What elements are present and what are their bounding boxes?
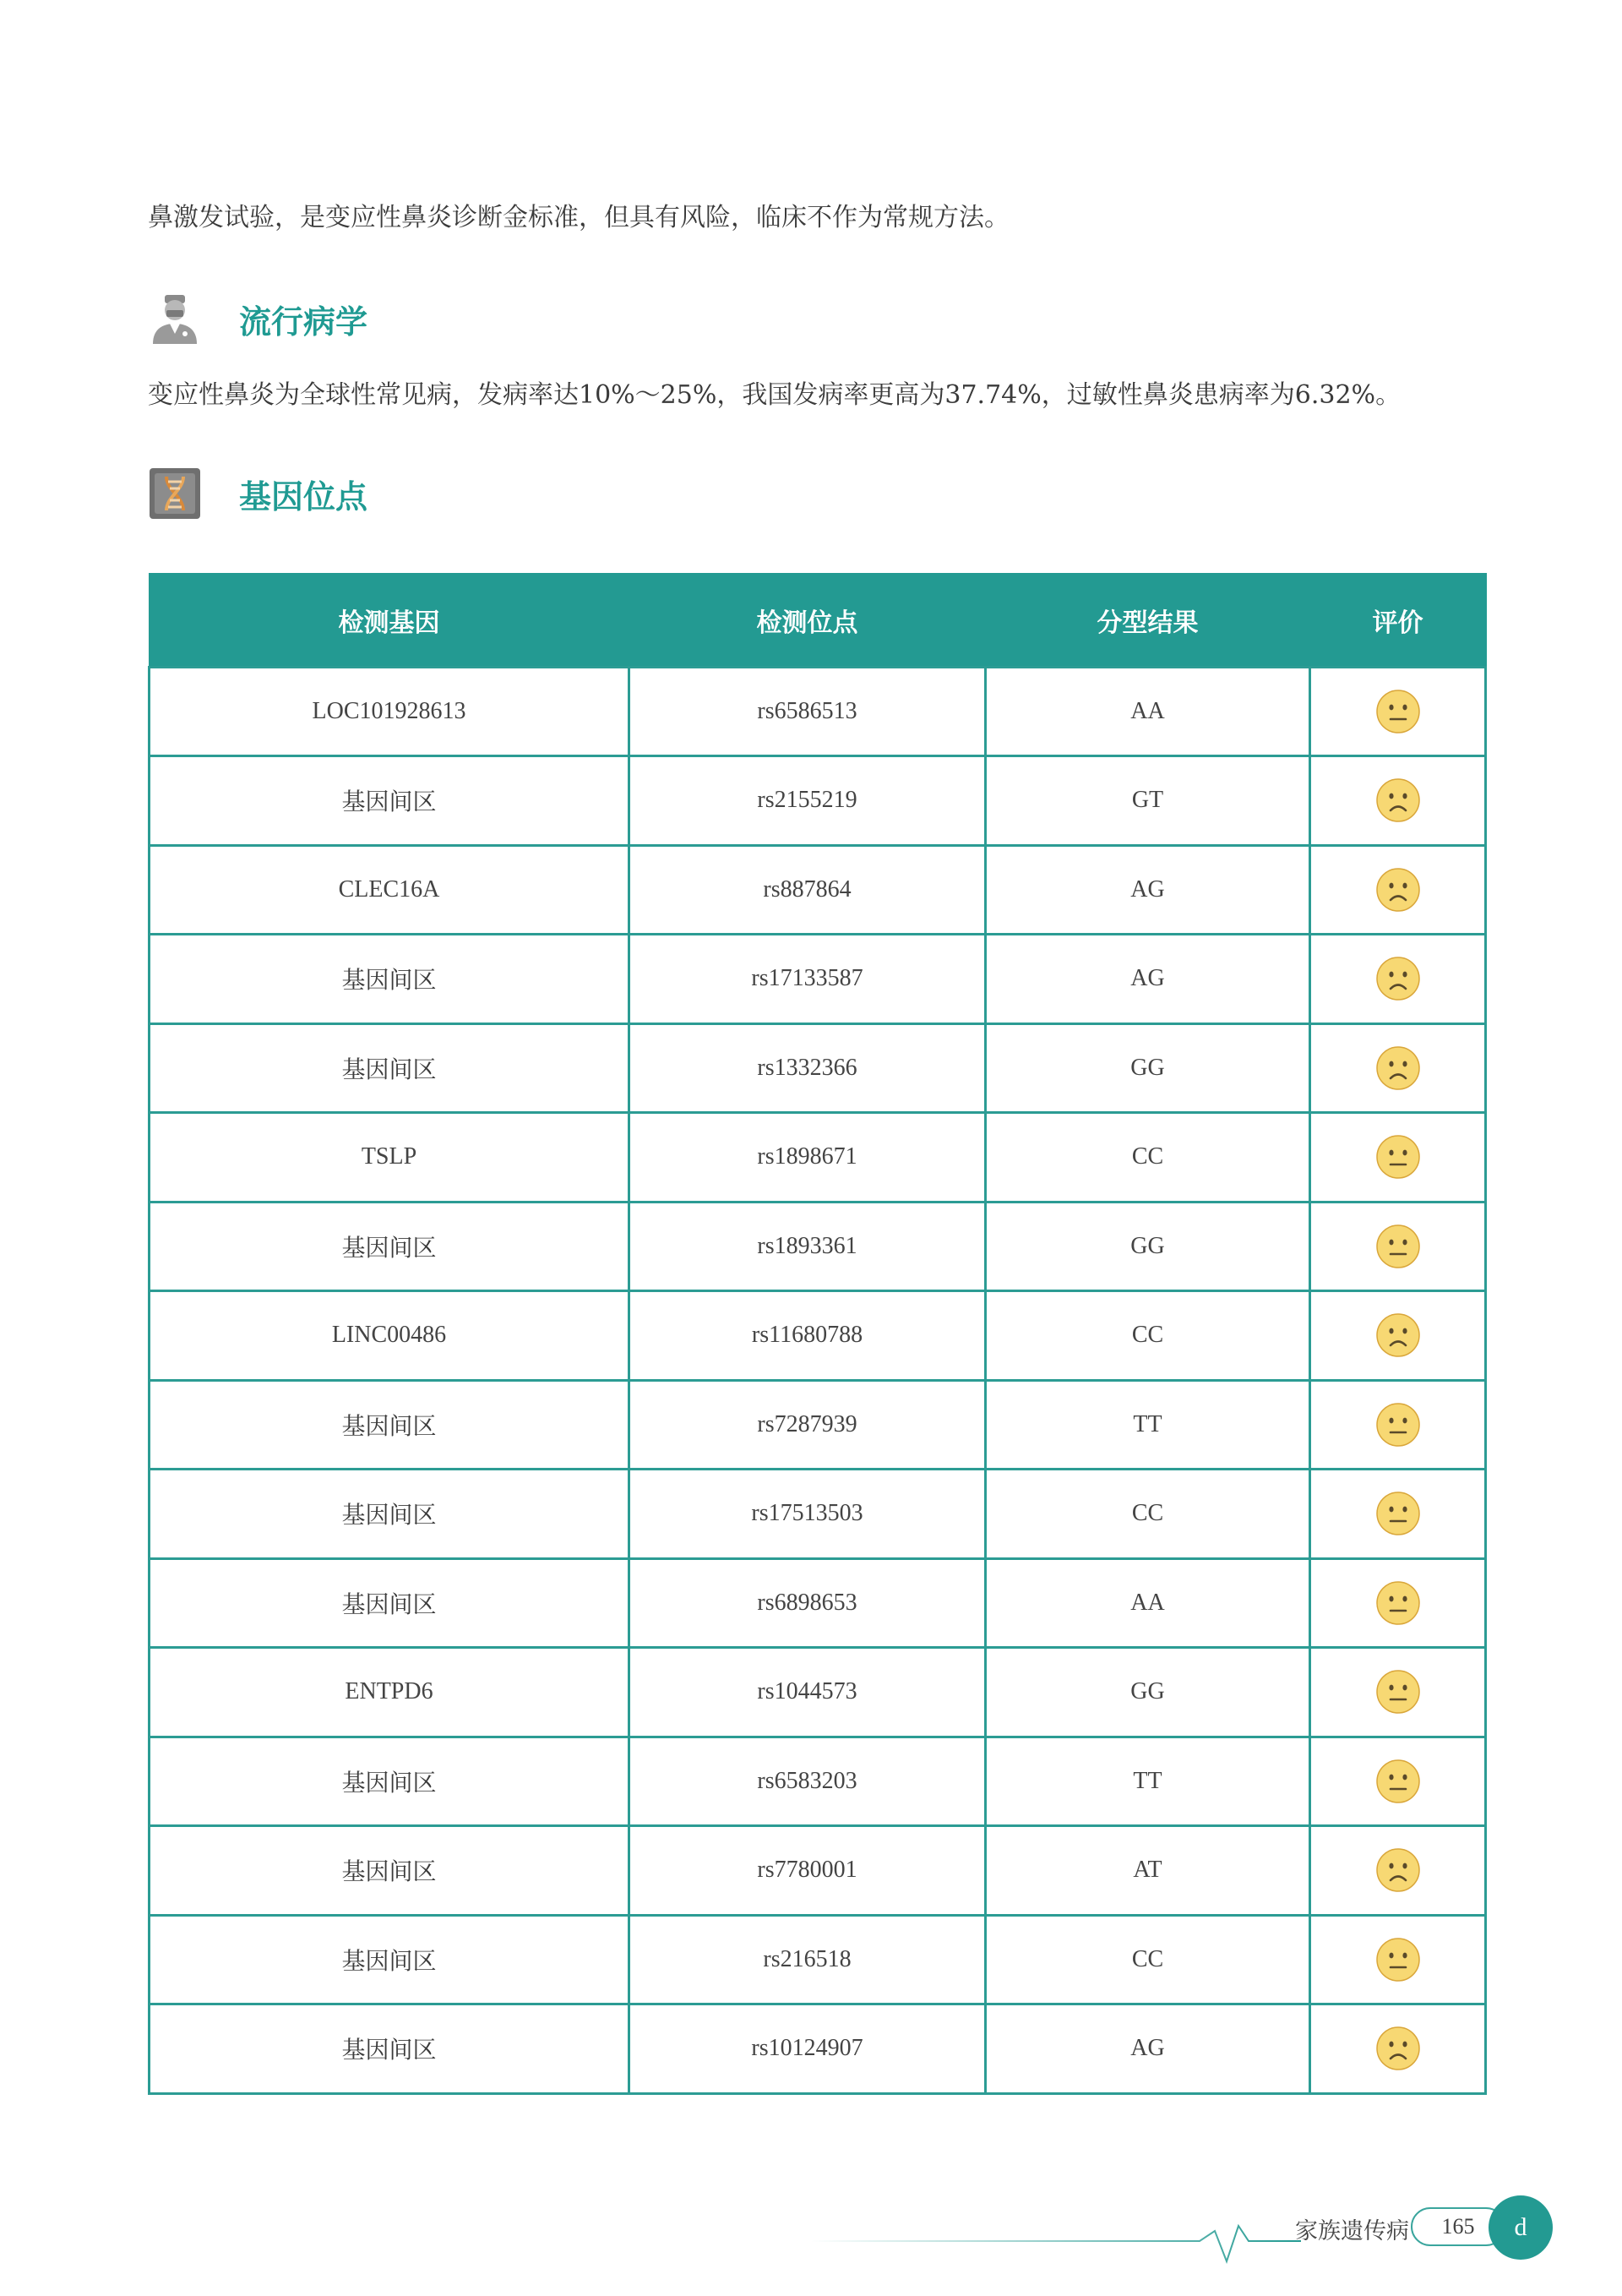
epidemiology-heading: [148, 292, 367, 346]
rating-cell: [1310, 1202, 1486, 1291]
genotype-cell: TT: [986, 1737, 1310, 1826]
genotype-cell: AG: [986, 935, 1310, 1024]
header-site: 检测位点: [629, 574, 986, 667]
epidemiology-title: 流行病学: [239, 303, 368, 341]
table-row: [150, 1648, 1486, 1737]
site-cell: rs17513503: [629, 1470, 986, 1559]
intro-paragraph: 鼻激发试验，是变应性鼻炎诊断金标准，但具有风险，临床不作为常规方法。: [148, 203, 1010, 232]
gene-cell: 基因间区: [150, 1558, 629, 1648]
table-row: [150, 1558, 1486, 1648]
header-rating: 评价: [1310, 574, 1486, 667]
page-letter-badge: d: [1489, 2195, 1553, 2260]
genotype-cell: GG: [986, 1202, 1310, 1291]
gene-cell: 基因间区: [150, 1470, 629, 1559]
site-cell: rs7287939: [629, 1380, 986, 1470]
gene-cell: 基因间区: [150, 1826, 629, 1916]
page-number: 165: [1411, 2207, 1505, 2246]
gene-cell: 基因间区: [150, 1380, 629, 1470]
rating-cell: [1310, 1915, 1486, 2004]
rating-cell: [1310, 756, 1486, 846]
site-cell: rs7780001: [629, 1826, 986, 1916]
table-row: [150, 756, 1486, 846]
sad-face-icon: [1374, 1846, 1422, 1894]
dna-icon: [148, 466, 202, 521]
neutral-face-icon: [1374, 1579, 1422, 1627]
gene-cell: 基因间区: [150, 1023, 629, 1113]
site-cell: rs10124907: [629, 2004, 986, 2094]
genotype-cell: AG: [986, 2004, 1310, 2094]
site-cell: rs2155219: [629, 756, 986, 846]
genotype-cell: GT: [986, 756, 1310, 846]
neutral-face-icon: [1374, 1936, 1422, 1983]
sad-face-icon: [1374, 2025, 1422, 2072]
genotype-cell: TT: [986, 1380, 1310, 1470]
table-row: [150, 845, 1486, 935]
header-genotype: 分型结果: [986, 574, 1310, 667]
rating-cell: [1310, 1023, 1486, 1113]
site-cell: rs6583203: [629, 1737, 986, 1826]
table-row: [150, 1113, 1486, 1203]
sad-face-icon: [1374, 866, 1422, 913]
gene-cell: 基因间区: [150, 1202, 629, 1291]
table-row: [150, 1202, 1486, 1291]
header-gene: 检测基因: [150, 574, 629, 667]
table-row: [150, 1023, 1486, 1113]
rating-cell: [1310, 845, 1486, 935]
table-header-row: [150, 574, 1486, 667]
site-cell: rs1044573: [629, 1648, 986, 1737]
gene-cell: 基因间区: [150, 935, 629, 1024]
neutral-face-icon: [1374, 688, 1422, 735]
neutral-face-icon: [1374, 1668, 1422, 1715]
gene-cell: CLEC16A: [150, 845, 629, 935]
genotype-cell: GG: [986, 1648, 1310, 1737]
gene-cell: LOC101928613: [150, 667, 629, 756]
rating-cell: [1310, 2004, 1486, 2094]
neutral-face-icon: [1374, 1401, 1422, 1448]
genotype-cell: CC: [986, 1915, 1310, 2004]
genotype-cell: CC: [986, 1470, 1310, 1559]
doctor-icon: [148, 292, 202, 346]
genotype-cell: GG: [986, 1023, 1310, 1113]
rating-cell: [1310, 1826, 1486, 1916]
gene-cell: ENTPD6: [150, 1648, 629, 1737]
genotype-cell: AT: [986, 1826, 1310, 1916]
table-row: [150, 1291, 1486, 1381]
table-row: [150, 2004, 1486, 2094]
sad-face-icon: [1374, 1312, 1422, 1359]
gene-locus-table: [148, 573, 1487, 2095]
site-cell: rs6586513: [629, 667, 986, 756]
gene-cell: LINC00486: [150, 1291, 629, 1381]
table-row: [150, 935, 1486, 1024]
gene-cell: 基因间区: [150, 2004, 629, 2094]
rating-cell: [1310, 1558, 1486, 1648]
site-cell: rs887864: [629, 845, 986, 935]
rating-cell: [1310, 1648, 1486, 1737]
sad-face-icon: [1374, 1044, 1422, 1092]
epidemiology-paragraph: 变应性鼻炎为全球性常见病，发病率达10%～25%，我国发病率更高为37.74%，过敏性鼻炎患病率为6.32%。: [148, 380, 1402, 410]
rating-cell: [1310, 1291, 1486, 1381]
site-cell: rs216518: [629, 1915, 986, 2004]
rating-cell: [1310, 1380, 1486, 1470]
gene-locus-title: 基因位点: [239, 477, 368, 515]
genotype-cell: CC: [986, 1291, 1310, 1381]
neutral-face-icon: [1374, 1758, 1422, 1805]
neutral-face-icon: [1374, 1490, 1422, 1537]
rating-cell: [1310, 1113, 1486, 1203]
rating-cell: [1310, 1470, 1486, 1559]
gene-locus-heading: [148, 466, 367, 521]
table-row: [150, 1915, 1486, 2004]
rating-cell: [1310, 667, 1486, 756]
rating-cell: [1310, 1737, 1486, 1826]
gene-cell: 基因间区: [150, 1915, 629, 2004]
gene-cell: 基因间区: [150, 756, 629, 846]
gene-cell: TSLP: [150, 1113, 629, 1203]
sad-face-icon: [1374, 955, 1422, 1002]
table-row: [150, 1470, 1486, 1559]
genotype-cell: AG: [986, 845, 1310, 935]
neutral-face-icon: [1374, 1223, 1422, 1270]
table-row: [150, 1826, 1486, 1916]
genotype-cell: CC: [986, 1113, 1310, 1203]
table-body: [150, 667, 1486, 2093]
footer-title: 家族遗传病: [1295, 2218, 1409, 2244]
site-cell: rs17133587: [629, 935, 986, 1024]
table-row: [150, 1380, 1486, 1470]
site-cell: rs1893361: [629, 1202, 986, 1291]
gene-cell: 基因间区: [150, 1737, 629, 1826]
sad-face-icon: [1374, 777, 1422, 824]
table-row: [150, 1737, 1486, 1826]
table-row: [150, 667, 1486, 756]
site-cell: rs1332366: [629, 1023, 986, 1113]
rating-cell: [1310, 935, 1486, 1024]
site-cell: rs6898653: [629, 1558, 986, 1648]
site-cell: rs11680788: [629, 1291, 986, 1381]
site-cell: rs1898671: [629, 1113, 986, 1203]
genotype-cell: AA: [986, 1558, 1310, 1648]
genotype-cell: AA: [986, 667, 1310, 756]
neutral-face-icon: [1374, 1133, 1422, 1181]
